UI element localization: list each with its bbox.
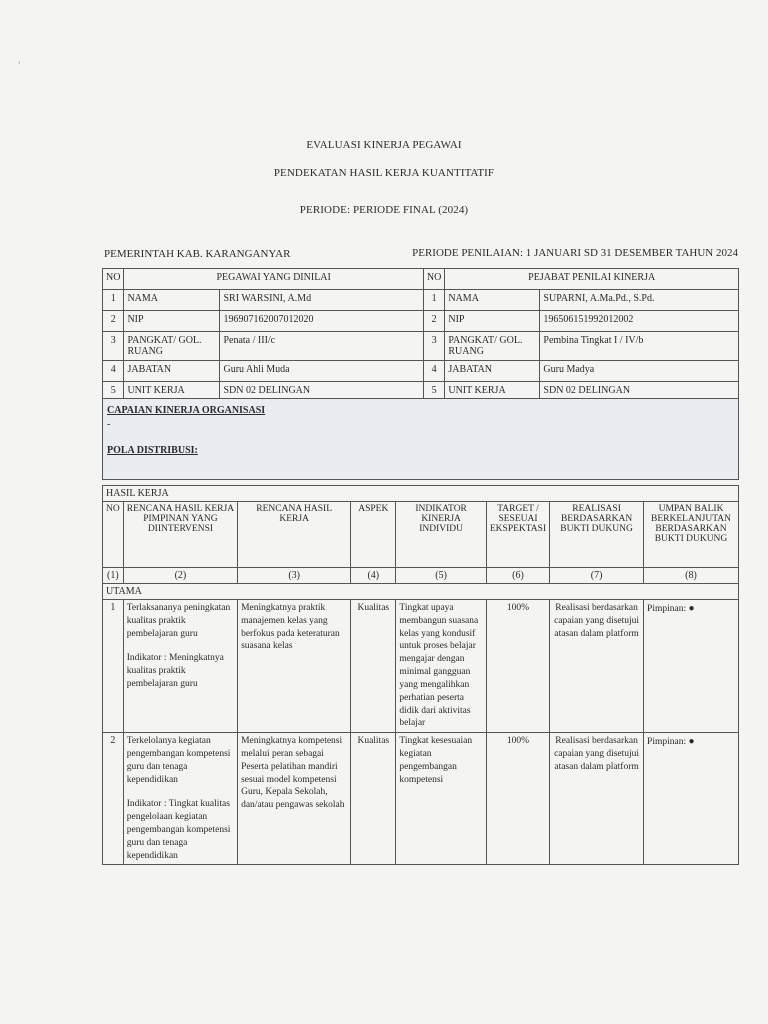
pejabat-value: SUPARNI, A.Ma.Pd., S.Pd.	[540, 290, 739, 311]
table-row	[103, 600, 739, 733]
row-no: 3	[103, 332, 124, 361]
organisasi-box	[102, 398, 739, 480]
row-no-2: 4	[423, 361, 444, 382]
row-label-2: UNIT KERJA	[445, 382, 540, 403]
indikator-cell: Tingkat kesesuaian kegiatan pengembangan kompetensi	[396, 733, 487, 865]
pejabat-header: PEJABAT PENILAI KINERJA	[445, 269, 739, 290]
section-row	[103, 486, 739, 502]
row-no: 1	[103, 290, 124, 311]
row-no: 2	[103, 311, 124, 332]
row-no-2: 5	[423, 382, 444, 403]
rhk-pimpinan-text: Terkelolanya kegiatan pengembangan kompetensi guru dan tenaga kependidikan	[126, 736, 231, 785]
pola-label: POLA DISTRIBUSI:	[107, 445, 198, 456]
hasil-kerja-label: HASIL KERJA	[103, 486, 739, 502]
col-header: ASPEK	[351, 502, 396, 568]
pegawai-header: PEGAWAI YANG DINILAI	[124, 269, 423, 290]
col-header: INDIKATOR KINERJA INDIVIDU	[396, 502, 487, 568]
row-no: 1	[103, 600, 124, 733]
col-number: (3)	[238, 568, 351, 584]
identity-row	[103, 290, 739, 311]
pegawai-value: SDN 02 DELINGAN	[220, 382, 423, 403]
col-number: (2)	[123, 568, 237, 584]
table-row	[103, 733, 739, 865]
pejabat-value: 196506151992012002	[540, 311, 739, 332]
capaian-value: -	[107, 419, 111, 430]
row-no-2: 2	[423, 311, 444, 332]
thumbs-up-icon: ●	[688, 736, 695, 748]
col-number: (6)	[486, 568, 549, 584]
realisasi-cell: Realisasi berdasarkan capaian yang disetujui atasan dalam platform	[550, 733, 644, 865]
row-label: JABATAN	[124, 361, 220, 382]
col-header: RENCANA HASIL KERJA PIMPINAN YANG DIINTERVENSI	[123, 502, 237, 568]
scan-mark: ‘	[18, 60, 21, 69]
pegawai-value: Guru Ahli Muda	[220, 361, 423, 382]
col-number: (7)	[550, 568, 644, 584]
document-periode: PERIODE: PERIODE FINAL (2024)	[299, 204, 469, 216]
periode-penilaian-label: PERIODE PENILAIAN: 1 JANUARI SD 31 DESEMBER TAHUN 2024	[412, 247, 738, 259]
pegawai-value: 196907162007012020	[220, 311, 423, 332]
row-label-2: JABATAN	[445, 361, 540, 382]
hasil-kerja-table	[102, 485, 739, 865]
realisasi-cell: Realisasi berdasarkan capaian yang disetujui atasan dalam platform	[550, 600, 644, 733]
col-number: (8)	[644, 568, 739, 584]
col-no: NO	[103, 269, 124, 290]
thumbs-up-icon: ●	[688, 603, 695, 614]
aspek-cell: Kualitas	[351, 733, 396, 865]
col-header: NO	[103, 502, 124, 568]
row-no: 4	[103, 361, 124, 382]
row-label-2: NIP	[445, 311, 540, 332]
indikator-cell: Tingkat upaya membangun suasana kelas yang kondusif untuk proses belajar mengajar dengan minimal gangguan yang mengalihkan perhatian peserta didik dari aktivitas belajar	[396, 600, 487, 733]
column-header-row	[103, 502, 739, 568]
target-cell: 100%	[486, 733, 549, 865]
row-label: NIP	[124, 311, 220, 332]
pejabat-value: Guru Madya	[540, 361, 739, 382]
col-number: (1)	[103, 568, 124, 584]
col-header: RENCANA HASIL KERJA	[238, 502, 351, 568]
umpan-balik-cell	[644, 600, 739, 733]
identity-header-row	[103, 269, 739, 290]
rhk-pimpinan-indikator: Indikator : Tingkat kualitas pengelolaan kegiatan pengembangan kompetensi guru dan tenaga kependidikan	[126, 799, 231, 861]
rhk-cell: Meningkatnya praktik manajemen kelas yang berfokus pada keteraturan suasana kelas	[238, 600, 351, 733]
col-header: UMPAN BALIK BERKELANJUTAN BERDASARKAN BUKTI DUKUNG	[644, 502, 739, 568]
row-no-2: 3	[423, 332, 444, 361]
row-label: UNIT KERJA	[124, 382, 220, 403]
umpan-balik-cell	[644, 733, 739, 865]
rhk-pimpinan-indikator: Indikator : Meningkatnya kualitas praktik pembelajaran guru	[126, 653, 224, 690]
row-label: NAMA	[124, 290, 220, 311]
umpan-balik-label: Pimpinan:	[647, 604, 687, 614]
identity-row	[103, 332, 739, 361]
pegawai-value: SRI WARSINI, A.Md	[220, 290, 423, 311]
rhk-pimpinan-cell	[123, 733, 237, 865]
identity-table	[102, 268, 739, 403]
instansi-label: PEMERINTAH KAB. KARANGANYAR	[104, 248, 291, 260]
pejabat-value: SDN 02 DELINGAN	[540, 382, 739, 403]
aspek-cell: Kualitas	[351, 600, 396, 733]
utama-row	[103, 584, 739, 600]
document-subtitle: PENDEKATAN HASIL KERJA KUANTITATIF	[273, 167, 495, 179]
capaian-label: CAPAIAN KINERJA ORGANISASI	[107, 405, 266, 416]
rhk-cell: Meningkatnya kompetensi melalui peran sebagai Peserta pelatihan mandiri sesuai model kompetensi Guru, Kepala Sekolah, dan/atau pengawas sekolah	[238, 733, 351, 865]
col-header: REALISASI BERDASARKAN BUKTI DUKUNG	[550, 502, 644, 568]
umpan-balik-label: Pimpinan:	[647, 737, 687, 748]
target-cell: 100%	[486, 600, 549, 733]
col-number: (4)	[351, 568, 396, 584]
col-header: TARGET / SESEUAI EKSPEKTASI	[486, 502, 549, 568]
row-label-2: NAMA	[445, 290, 540, 311]
row-label: PANGKAT/ GOL. RUANG	[124, 332, 220, 361]
col-number-row	[103, 568, 739, 584]
document-title: EVALUASI KINERJA PEGAWAI	[306, 139, 462, 151]
row-no: 5	[103, 382, 124, 403]
pegawai-value: Penata / III/c	[220, 332, 423, 361]
pejabat-value: Pembina Tingkat I / IV/b	[540, 332, 739, 361]
identity-row	[103, 311, 739, 332]
rhk-pimpinan-text: Terlaksananya peningkatan kualitas praktik pembelajaran guru	[126, 603, 231, 639]
col-number: (5)	[396, 568, 487, 584]
identity-row	[103, 361, 739, 382]
rhk-pimpinan-cell	[123, 600, 237, 733]
utama-label: UTAMA	[103, 584, 739, 600]
row-no: 2	[103, 733, 124, 865]
col-no-2: NO	[423, 269, 444, 290]
row-label-2: PANGKAT/ GOL. RUANG	[445, 332, 540, 361]
row-no-2: 1	[423, 290, 444, 311]
